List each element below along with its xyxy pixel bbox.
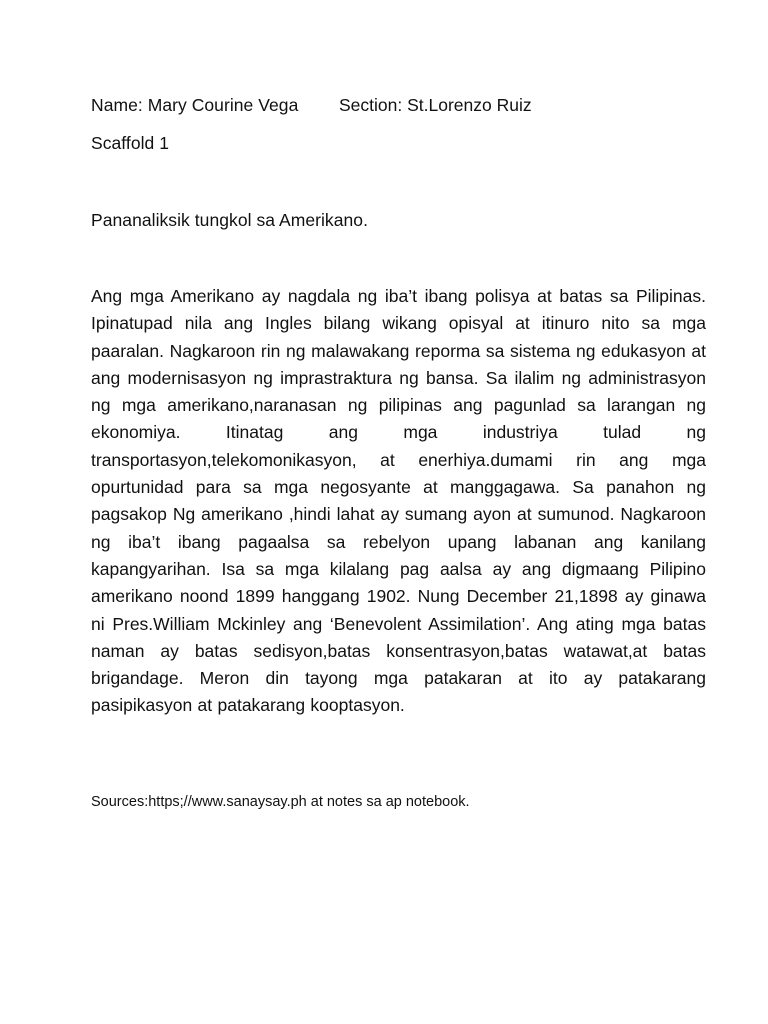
document-title: Pananaliksik tungkol sa Amerikano. xyxy=(91,210,368,230)
scaffold-label: Scaffold 1 xyxy=(91,133,170,153)
sources-line: Sources:https;//www.sanaysay.ph at notes sa ap notebook. xyxy=(91,794,470,810)
student-section: Section: St.Lorenzo Ruiz xyxy=(339,95,532,115)
body-paragraph: Ang mga Amerikano ay nagdala ng iba’t ibang polisya at batas sa Pilipinas. Ipinatupad nila ang Ingles bilang wikang opisyal at itinuro nito sa mga paaralan. Nagkaroon rin ng malawakang reporma sa sistema ng edukasyon at ang modernisasyon ng imprastraktura ng bansa. Sa ilalim ng administrasyon ng mga amerikano,naranasan ng pilipinas ang pagunlad sa larangan ng ekonomiya. Itinatag ang mga industriya tulad ng transportasyon,telekomonikasyon, at enerhiya.dumami rin ang mga opurtunidad para sa mga negosyante at manggagawa. Sa panahon ng pagsakop Ng amerikano ,hindi lahat ay sumang ayon at sumunod. Nagkaroon ng iba’t ibang pagaalsa sa rebelyon upang labanan ang kanilang kapangyarihan. Isa sa mga kilalang pag aalsa ay ang digmaang Pilipino amerikano noond 1899 hanggang 1902. Nung December 21,1898 ay ginawa ni Pres.William Mckinley ang ‘Benevolent Assimilation’. Ang ating mga batas naman ay batas sedisyon,batas konsentrasyon,batas watawat,at batas brigandage. Meron din tayong mga patakaran at ito ay patakarang pasipikasyon at patakarang kooptasyon. xyxy=(91,286,706,716)
student-name: Name: Mary Courine Vega xyxy=(91,95,299,115)
